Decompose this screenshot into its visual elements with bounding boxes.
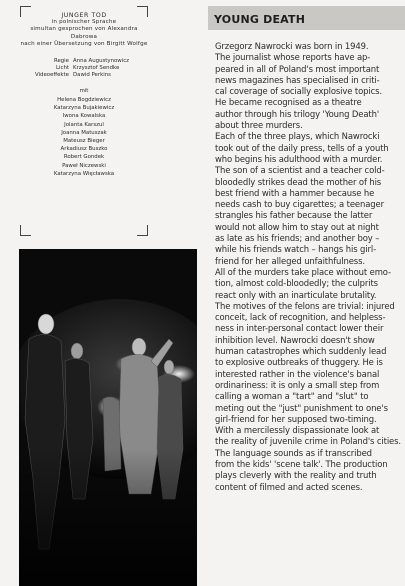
article-line: plays cleverly with the reality and truth	[215, 470, 377, 481]
cast-member: Iwona Kowalska	[62, 113, 106, 120]
article-line: as late as his friends; and another boy –	[215, 233, 380, 244]
article-line: strangles his father because the latter	[215, 210, 373, 221]
cast-member: Robert Gondek	[63, 154, 105, 161]
article-line: ness in inter-personal contact lower their	[215, 323, 384, 334]
article-line: peared in all of Poland's most important	[215, 63, 380, 74]
article-line: The language sounds as if transcribed	[215, 447, 372, 458]
credits-subtitle-line: nach einer Übersetzung von Birgitt Wolfge	[20, 40, 148, 47]
credits-subtitle-line: simultan gesprochen von Alexandra Dabrowa	[30, 26, 138, 40]
cast-member: Paweł Niczewski	[62, 162, 106, 169]
article-line: conceit, lack of recognition, and helpless-	[215, 312, 386, 323]
article-line: content of filmed and acted scenes.	[215, 481, 363, 492]
article-line: best friend with a hammer because he	[215, 187, 375, 198]
crop-mark	[20, 225, 31, 236]
cast-member: Joanna Matuszak	[61, 129, 107, 136]
article-line: react only with an inarticulate brutality.	[215, 289, 377, 300]
cast-member: Katarzyna Więcławska	[53, 170, 115, 177]
article-line: inhibition level. Nawrocki doesn't show	[215, 334, 375, 345]
article-line: cal coverage of socially explosive topics.	[215, 86, 382, 97]
crew-role: Regie	[53, 58, 69, 65]
article-line: to explosive outbreaks of thuggery. He is	[215, 357, 383, 368]
crew-role: Videoeffekte	[34, 72, 69, 79]
article-line: while his friends watch – hangs his girl-	[215, 244, 376, 255]
article-body	[215, 41, 403, 493]
cast-label: mit	[79, 88, 89, 95]
crew-list	[20, 58, 148, 79]
stage-photo-image	[19, 249, 197, 586]
crew-name: Krzysztof Sendke	[73, 65, 120, 72]
cast-list	[20, 96, 148, 178]
article-line: who begins his adulthood with a murder.	[215, 153, 383, 164]
article-line: human catastrophes which suddenly lead	[215, 346, 387, 357]
cast-member: Jolanta Karszul	[64, 121, 104, 128]
article-line: Each of the three plays, which Nawrocki	[215, 131, 380, 142]
article-line: The motives of the felons are trivial: injured	[215, 300, 395, 311]
article-line: author through his trilogy 'Young Death'	[215, 108, 380, 119]
article-line: calling a woman a "tart" and "slut" to	[215, 391, 369, 402]
cast-member: Arkadiusz Buszko	[60, 146, 108, 153]
crop-mark	[137, 225, 148, 236]
article-line: friend for her alleged unfaithfulness.	[215, 255, 365, 266]
credits-block	[20, 6, 148, 236]
cast-member: Katarzyna Bujakiewicz	[53, 105, 115, 112]
article-line: from the kids' 'scene talk'. The production	[215, 458, 388, 469]
article-line: ordinariness: it is only a small step from	[215, 379, 380, 390]
crew-row	[20, 65, 148, 72]
article-line: the reality of juvenile crime in Poland's cities.	[215, 436, 401, 447]
article-line: news magazines has specialised in criti-	[215, 74, 380, 85]
article-column	[208, 0, 405, 586]
crew-role: Licht	[56, 65, 69, 72]
crop-mark	[20, 6, 31, 17]
article-line: interested rather in the violence's banal	[215, 368, 380, 379]
article-title-bar	[208, 6, 405, 30]
article-line: Grzegorz Nawrocki was born in 1949.	[215, 41, 369, 51]
article-line: girl-friend for her supposed two-timing.	[215, 413, 377, 424]
article-line: meting out the "just" punishment to one's	[215, 402, 388, 413]
credits-header	[20, 12, 148, 48]
cast-member: Mateusz Bieger	[63, 138, 105, 145]
cast-member: Helena Bogdziewicz	[57, 97, 111, 104]
crew-name: Anna Augustynowicz	[73, 58, 130, 65]
article-line: The son of a scientist and a teacher cold-	[215, 165, 385, 176]
article-line: needs cash to buy cigarettes; a teenager	[215, 199, 384, 210]
article-line: The journalist whose reports have ap-	[215, 52, 371, 63]
crew-row	[20, 58, 148, 65]
crew-row	[20, 72, 148, 79]
stage-photo	[19, 249, 197, 586]
article-line: would not allow him to stay out at night	[215, 221, 379, 232]
article-line: bloodedly strikes dead the mother of his	[215, 176, 382, 187]
article-title: YOUNG DEATH	[214, 13, 306, 26]
credits-title: JUNGER TOD	[61, 12, 107, 19]
article-line: tion, almost cold-bloodedly; the culprits	[215, 278, 378, 289]
article-line: He became recognised as a theatre	[215, 97, 362, 108]
credits-subtitle-line: in polnischer Sprache	[51, 19, 117, 26]
article-line: All of the murders take place without emo-	[215, 266, 391, 277]
crew-name: Dawid Perkins	[73, 72, 111, 79]
article-line: took out of the daily press, tells of a youth	[215, 142, 389, 153]
article-line: about three murders.	[215, 120, 303, 131]
crop-mark	[137, 6, 148, 17]
article-line: With a mercilessly dispassionate look at	[215, 425, 380, 436]
